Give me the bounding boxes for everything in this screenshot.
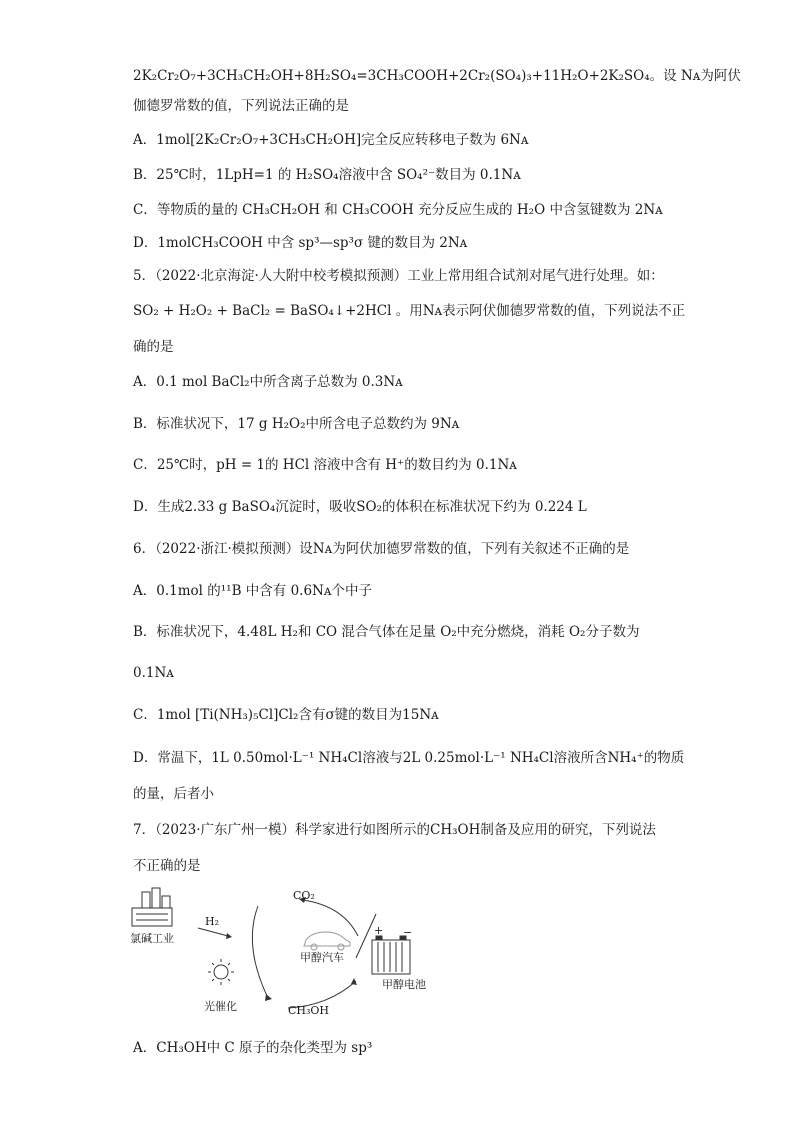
q4-option-a: A．1mol[2K₂Cr₂O₇+3CH₃CH₂OH]完全反应转移电子数为 6Nᴀ bbox=[133, 132, 529, 148]
q5-stem-line-1: 5．（2022·北京海淀·人大附中校考模拟预测）工业上常用组合试剂对尾气进行处理。如： bbox=[133, 268, 664, 284]
q6-stem: 6．（2022·浙江·模拟预测）设Nᴀ为阿伏加德罗常数的值，下列有关叙述不正确的是 bbox=[133, 541, 630, 557]
intro-line-2: 伽德罗常数的值，下列说法正确的是 bbox=[133, 98, 349, 114]
q6-option-a: A．0.1mol 的¹¹B 中含有 0.6Nᴀ个中子 bbox=[133, 583, 372, 599]
label-h2: H₂ bbox=[205, 915, 220, 928]
battery-icon bbox=[372, 936, 410, 974]
q4-option-b: B．25℃时，1LpH=1 的 H₂SO₄溶液中含 SO₄²⁻数目为 0.1Nᴀ bbox=[133, 167, 521, 183]
sun-icon bbox=[208, 959, 234, 985]
q7-stem-line-1: 7．（2023·广东广州一模）科学家进行如图所示的CH₃OH制备及应用的研究，下列说法 bbox=[133, 822, 656, 838]
q7-stem-line-2: 不正确的是 bbox=[133, 858, 201, 874]
q4-option-c: C．等物质的量的 CH₃CH₂OH 和 CH₃COOH 充分反应生成的 H₂O 中含氢键数为 2Nᴀ bbox=[133, 202, 663, 218]
label-chlor-alkali: 氯碱工业 bbox=[130, 932, 174, 945]
q7-option-a: A．CH₃OH中 C 原子的杂化类型为 sp³ bbox=[133, 1040, 373, 1056]
q6-option-d-line-1: D．常温下，1L 0.50mol·L⁻¹ NH₄Cl溶液与2L 0.25mol·L⁻¹ NH₄Cl溶液所含NH₄⁺的物质 bbox=[133, 750, 685, 766]
factory-icon bbox=[132, 888, 172, 926]
label-plus: + bbox=[374, 924, 384, 937]
methanol-cycle-diagram bbox=[128, 886, 448, 1026]
label-co2: CO₂ bbox=[293, 889, 315, 902]
q5-option-a: A．0.1 mol BaCl₂中所含离子总数为 0.3Nᴀ bbox=[133, 374, 403, 390]
q4-option-d: D．1molCH₃COOH 中含 sp³—sp³σ 键的数目为 2Nᴀ bbox=[133, 235, 468, 251]
label-photocatalysis: 光催化 bbox=[204, 1000, 237, 1013]
q5-option-b: B．标准状况下，17 g H₂O₂中所含电子总数约为 9Nᴀ bbox=[133, 416, 460, 432]
q5-stem-line-3: 确的是 bbox=[133, 339, 174, 355]
q6-option-b-line-2: 0.1Nᴀ bbox=[133, 665, 174, 681]
q6-option-b-line-1: B．标准状况下，4.48L H₂和 CO 混合气体在足量 O₂中充分燃烧，消耗 O₂分子数为 bbox=[133, 624, 640, 640]
q5-option-c: C．25℃时，pH = 1的 HCl 溶液中含有 H⁺的数目约为 0.1Nᴀ bbox=[133, 457, 517, 473]
divider-slash bbox=[356, 914, 376, 958]
label-ch3oh: CH₃OH bbox=[288, 1004, 330, 1017]
reaction-equation: 2K₂Cr₂O₇+3CH₃CH₂OH+8H₂SO₄=3CH₃COOH+2Cr₂(SO₄)₃+11H₂O+2K₂SO₄。 bbox=[133, 68, 664, 84]
label-minus: − bbox=[403, 926, 413, 939]
q5-stem-line-2: SO₂ + H₂O₂ + BaCl₂ = BaSO₄↓+2HCl 。用Nᴀ表示阿伏伽德罗常数的值，下列说法不正 bbox=[133, 303, 686, 319]
car-icon bbox=[304, 932, 350, 950]
intro-tail: 设 Nᴀ为阿伏 bbox=[663, 68, 741, 84]
q6-option-d-line-2: 的量，后者小 bbox=[133, 786, 214, 802]
label-methanol-car: 甲醇汽车 bbox=[300, 951, 344, 964]
label-methanol-battery: 甲醇电池 bbox=[382, 978, 426, 991]
q6-option-c: C．1mol [Ti(NH₃)₅Cl]Cl₂含有σ键的数目为15Nᴀ bbox=[133, 707, 439, 723]
q5-option-d: D．生成2.33 g BaSO₄沉淀时，吸收SO₂的体积在标准状况下约为 0.224 L bbox=[133, 499, 587, 515]
intro-line-1 bbox=[133, 66, 741, 86]
